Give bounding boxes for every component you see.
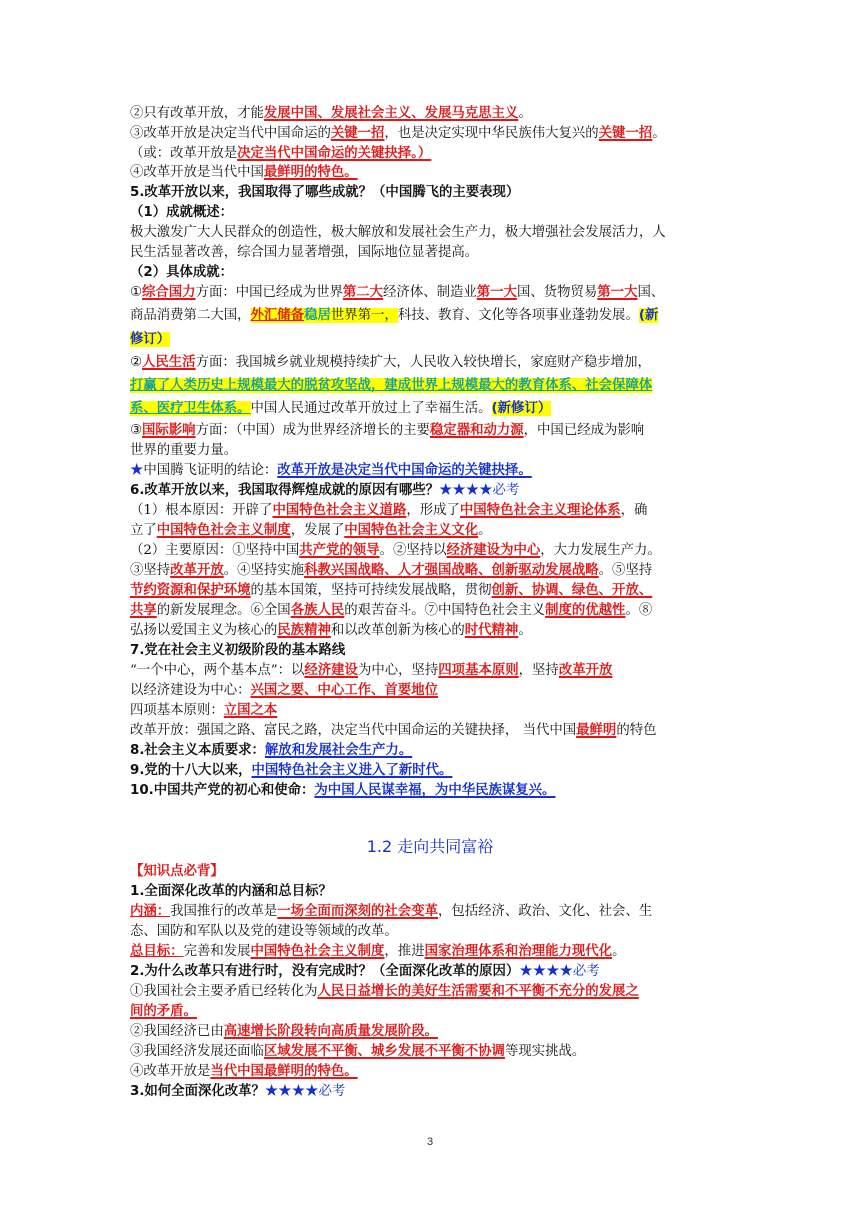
text: 立了 — [130, 523, 157, 538]
text-line — [130, 1002, 740, 1021]
text-line — [130, 681, 740, 700]
text: 弘扬以爱国主义为核心的 — [130, 623, 278, 638]
text: “一个中心，两个基本点”：以 — [130, 663, 305, 678]
text: ，推进 — [384, 944, 425, 959]
text: ① — [130, 285, 143, 300]
text-line — [130, 541, 740, 560]
text-line — [130, 661, 740, 680]
key-point: 间的矛盾。 — [130, 1004, 197, 1019]
key-point: 国际影响 — [142, 423, 196, 438]
key-point: 第二大 — [342, 285, 384, 300]
key-point: 高速增长阶段转向高质量发展阶段。 — [223, 1024, 438, 1039]
key-point: 中国特色社会主义道路 — [272, 503, 407, 518]
text-line — [130, 621, 740, 640]
label: 总目标： — [130, 944, 184, 959]
knowledge-heading: 【知识点必背】 — [130, 864, 224, 879]
key-point: 经济建设为中心 — [446, 543, 541, 558]
text: （2）主要原因：①坚持中国 — [130, 543, 300, 558]
text: 我国推行的改革是 — [170, 904, 278, 919]
text: ，发展了 — [290, 523, 345, 538]
key-point: 改革开放 — [170, 563, 224, 578]
question-heading — [130, 481, 740, 500]
text: ①我国社会主要矛盾已经转化为 — [130, 984, 318, 999]
text: 中国腾飞证明的结论： — [143, 463, 278, 478]
text: 。 — [478, 523, 492, 538]
question-heading: 7.党在社会主义初级阶段的基本路线 — [130, 643, 346, 658]
question-heading: 1.全面深化改革的内涵和总目标？ — [130, 884, 332, 899]
key-point: 人民日益增长的美好生活需要和不平衡不充分的发展之 — [317, 984, 639, 999]
text-line — [130, 982, 740, 1001]
text: 的基本国策，坚持可持续发展战略，贯彻 — [250, 583, 492, 598]
key-point: 制度的优越性 — [545, 603, 626, 618]
key-point: 改革开放是决定当代中国命运的关键抉择。 — [277, 463, 532, 478]
text-line — [130, 581, 740, 600]
text-line — [130, 461, 740, 480]
text: ，形成了 — [406, 503, 460, 518]
text: ③坚持 — [130, 563, 171, 578]
text: 。 — [612, 944, 626, 959]
text: 。②坚持以 — [379, 543, 447, 558]
key-point: 时代精神 — [464, 623, 519, 638]
key-point: 经济建设 — [304, 663, 358, 678]
key-point: 国家治理体系和治理能力现代化 — [424, 944, 613, 959]
text: 。⑤坚持 — [598, 563, 653, 578]
question-heading — [130, 761, 740, 780]
text: ，包括经济、政治、文化、社会、生 — [437, 904, 653, 919]
text: ，确 — [620, 503, 648, 518]
must-test-badge: ★★★★必考 — [439, 483, 520, 498]
key-point: 立国之本 — [223, 703, 278, 718]
text: （1）根本原因：开辟了 — [130, 503, 273, 518]
key-point: 共产党的领导 — [299, 543, 380, 558]
question-heading — [130, 781, 740, 800]
key-point: 各族人民 — [290, 603, 345, 618]
text-line — [130, 561, 740, 580]
text-line — [130, 163, 740, 182]
question-heading — [130, 962, 740, 981]
page-number: 3 — [426, 1136, 434, 1148]
text-line — [130, 144, 740, 163]
text: 6.改革开放以来，我国取得辉煌成就的原因有哪些？ — [130, 483, 439, 498]
text: 科技、教育、文化等各项事业蓬勃发展。 — [397, 308, 639, 323]
text: 国、货物贸易 — [516, 285, 598, 300]
text: 以经济建设为中心： — [130, 683, 251, 698]
text: 中国人民通过改革开放过上了幸福生活。 — [250, 401, 492, 416]
text: ②我国经济已由 — [130, 1024, 224, 1039]
text: 经济体、制造业 — [383, 285, 477, 300]
text-line — [130, 601, 740, 620]
text: 的新发展理念。⑥全国 — [156, 603, 291, 618]
text: 为中心，坚持 — [357, 663, 439, 678]
text: 的艰苦奋斗。⑦中国特色社会主义 — [344, 603, 546, 618]
text-line — [130, 124, 740, 143]
text-line — [130, 1062, 740, 1081]
text: 。 — [518, 106, 532, 121]
text: 等现实挑战。 — [504, 1044, 586, 1059]
text: ②只有改革开放，才能 — [130, 106, 264, 121]
text-line — [130, 1022, 740, 1041]
highlight — [251, 308, 398, 323]
key-point: 节约资源和保护环境 — [130, 583, 251, 598]
key-point: 为中国人民谋幸福，为中华民族谋复兴。 — [314, 783, 556, 798]
text: 完善和发展 — [183, 944, 251, 959]
star-icon: ★ — [130, 463, 144, 478]
key-point: 四项基本原则 — [438, 663, 519, 678]
text-line — [130, 1042, 740, 1061]
must-test-badge: ★★★★必考 — [264, 1084, 346, 1099]
key-point: 中国特色社会主义理论体系 — [459, 503, 621, 518]
text-line: 世界的重要力量。 — [130, 443, 238, 458]
text-line — [130, 701, 740, 720]
text: 。 — [652, 126, 666, 141]
key-point: 第一大 — [597, 285, 638, 300]
question-heading — [130, 1082, 740, 1101]
key-point: 最鲜明 — [576, 723, 617, 738]
key-point: 民族精神 — [277, 623, 331, 638]
highlight-key-point: 系、医疗卫生体系。 — [130, 401, 251, 416]
text: 世界第一， — [330, 308, 398, 323]
text-line — [130, 329, 740, 351]
text: 。 — [518, 623, 532, 638]
key-point: 改革开放 — [558, 663, 613, 678]
text: ③ — [130, 423, 143, 438]
key-point: 第一大 — [476, 285, 517, 300]
key-point: 综合国力 — [142, 285, 196, 300]
text-line — [130, 521, 740, 540]
key-point: 创新、协调、绿色、开放、 — [491, 583, 653, 598]
text: 改革开放：强国之路、富民之路，决定当代中国命运的关键抉择， 当代中国 — [130, 723, 577, 738]
text-line — [130, 421, 740, 440]
text: ④改革开放是 — [130, 1064, 211, 1079]
key-point: 中国特色社会主义制度 — [250, 944, 385, 959]
text: 。④坚持实施 — [223, 563, 305, 578]
key-point: 兴国之要、中心工作、首要地位 — [250, 683, 438, 698]
key-point: 当代中国最鲜明的特色。 — [210, 1064, 358, 1079]
text: 的特色 — [616, 723, 657, 738]
key-point: 区域发展不平衡、城乡发展不平衡不协调 — [263, 1044, 505, 1059]
text: 2.为什么改革只有进行时，没有完成时？（全面深化改革的原因） — [130, 964, 520, 979]
key-point: 中国特色社会主义进入了新时代。 — [251, 763, 453, 778]
question-heading — [130, 741, 740, 760]
question-heading: 5.改革开放以来，我国取得了哪些成就？（中国腾飞的主要表现） — [130, 185, 520, 200]
sub-heading: （2）具体成就： — [130, 265, 234, 280]
key-point: 科教兴国战略、人才强国战略、创新驱动发展战略 — [304, 563, 599, 578]
revision-badge: (新 — [638, 308, 659, 323]
key-point: 关键一招 — [598, 126, 653, 141]
text-line: 极大激发广大人民群众的创造性，极大解放和发展社会生产力，极大增强社会发展活力，人 — [130, 225, 666, 240]
revision-badge: (新修订） — [491, 401, 552, 416]
text-line — [130, 398, 740, 420]
key-point: 中国特色社会主义制度 — [156, 523, 291, 538]
text-line — [130, 283, 740, 302]
key-point: 稳定器和动力源 — [429, 423, 524, 438]
text-line — [130, 353, 740, 372]
text: ④改革开放是当代中国 — [130, 165, 264, 180]
text-line — [130, 104, 740, 123]
text: ，大力发展生产力。 — [540, 543, 661, 558]
key-point: 稳居 — [304, 307, 331, 323]
must-test-badge: ★★★★必考 — [519, 964, 600, 979]
key-point: 决定当代中国命运的关键抉择。） — [237, 146, 432, 161]
text: 国、 — [637, 285, 665, 300]
text: 商品消费第二大国， — [130, 308, 251, 323]
text-line — [130, 375, 740, 397]
text: ，也是决定实现中华民族伟大复兴的 — [384, 126, 599, 141]
text: ，中国已经成为影响 — [523, 423, 645, 438]
text-line — [130, 942, 740, 961]
text-line — [130, 721, 740, 740]
key-point: 解放和发展社会生产力。 — [264, 743, 413, 758]
key-point: 最鲜明的特色。 — [263, 165, 358, 180]
section-title: 1.2 走向共同富裕 — [366, 837, 494, 856]
text: 3.如何全面深化改革？ — [130, 1084, 265, 1099]
key-point: 关键一招 — [330, 126, 385, 141]
key-point: 发展中国、发展社会主义、发展马克思主义 — [263, 106, 519, 121]
text: 和以改革创新为核心的 — [330, 623, 465, 638]
text: 。⑧ — [625, 603, 653, 618]
text: ③我国经济发展还面临 — [130, 1044, 264, 1059]
text: 10.中国共产党的初心和使命： — [130, 783, 315, 798]
key-point: 外汇储备 — [250, 308, 305, 323]
label: 内涵： — [130, 904, 171, 919]
text: ，坚持 — [518, 663, 559, 678]
key-point: 共享 — [130, 603, 157, 618]
text: 9.党的十八大以来， — [130, 763, 252, 778]
text-line: 民生活显著改善，综合国力显著增强，国际地位显著提高。 — [130, 245, 479, 260]
text: 方面：我国城乡就业规模持续扩大，人民收入较快增长，家庭财产稳步增加， — [195, 355, 651, 370]
key-point: 中国特色社会主义文化 — [344, 523, 479, 538]
highlight-key-point: 打赢了人类历史上规模最大的脱贫攻坚战，建成世界上规模最大的教育体系、社会保障体 — [130, 378, 653, 393]
text-line — [130, 501, 740, 520]
text: ③改革开放是决定当代中国命运的 — [130, 126, 331, 141]
key-point: 人民生活 — [142, 355, 196, 370]
revision-badge: 修订） — [130, 332, 171, 347]
key-point: 一场全面而深刻的社会变革 — [277, 904, 438, 919]
text-line — [130, 304, 740, 327]
text-line — [130, 902, 740, 921]
text-line: 态、国防和军队以及党的建设等领域的改革。 — [130, 924, 398, 939]
text: （或：改革开放是 — [130, 146, 238, 161]
text: ② — [130, 355, 143, 370]
sub-heading: （1）成就概述： — [130, 205, 234, 220]
text: 方面：（中国）成为世界经济增长的主要 — [195, 423, 430, 438]
text: 8.社会主义本质要求： — [130, 743, 265, 758]
text: 四项基本原则： — [130, 703, 224, 718]
text: 方面：中国已经成为世界 — [195, 285, 343, 300]
